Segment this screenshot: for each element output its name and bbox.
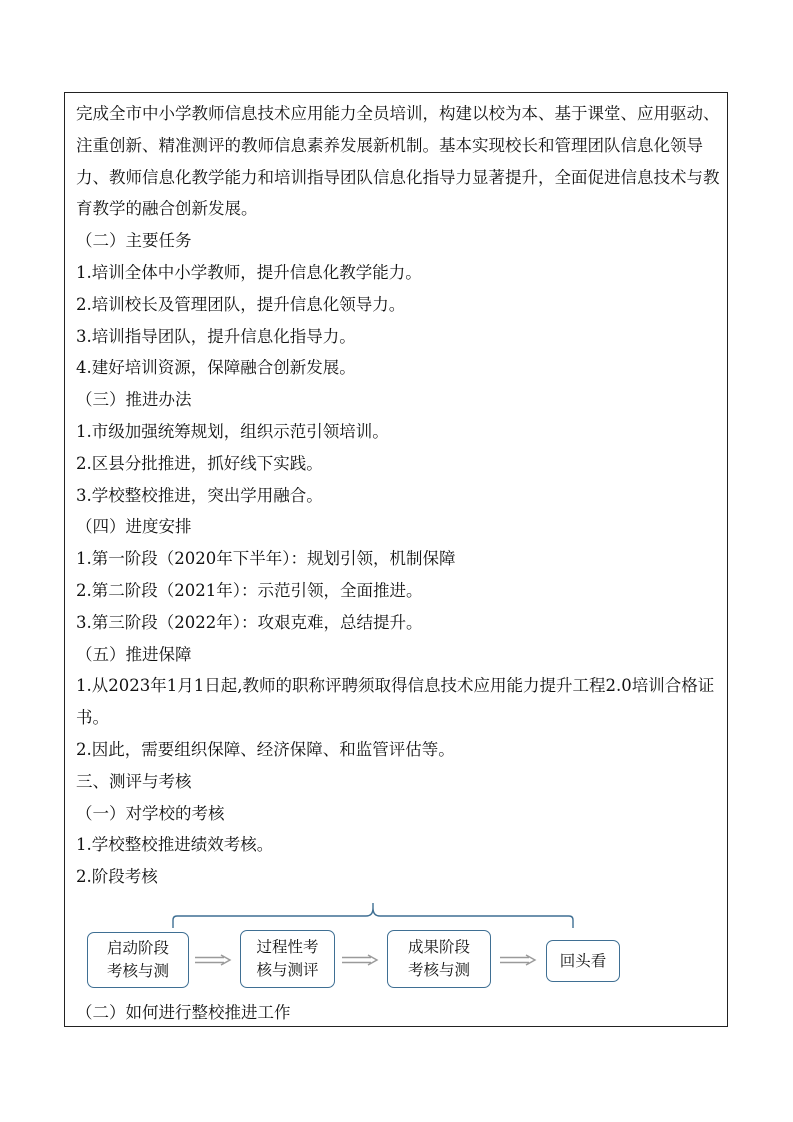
heading-school-assessment: （一）对学校的考核	[76, 803, 225, 823]
list-item: 2.区县分批推进，抓好线下实践。	[76, 453, 323, 473]
flow-step-label: 启动阶段	[106, 939, 169, 957]
double-arrow-icon	[341, 954, 379, 966]
list-item: 1.学校整校推进绩效考核。	[76, 835, 274, 855]
heading-methods: （三）推进办法	[76, 390, 192, 410]
double-arrow-icon	[499, 954, 537, 966]
flow-step-review	[546, 940, 620, 982]
list-item: 2.第二阶段（2021年）：示范引领，全面推进。	[76, 580, 423, 600]
flow-step-label: 成果阶段	[407, 938, 470, 956]
flow-step-process	[240, 930, 335, 988]
flow-step-label: 考核与测	[106, 962, 169, 980]
heading-guarantee: （五）推进保障	[76, 644, 192, 664]
flow-step-label: 回头看	[559, 951, 607, 970]
list-item: 1.从2023年1月1日起,教师的职称评聘须取得信息技术应用能力提升工程2.0培训合格证书。	[76, 676, 715, 728]
list-item: 1.第一阶段（2020年下半年）：规划引领，机制保障	[76, 549, 456, 569]
heading-schedule: （四）进度安排	[76, 517, 192, 537]
list-item: 4.建好培训资源，保障融合创新发展。	[76, 358, 356, 378]
list-item: 2.因此，需要组织保障、经济保障、和监管评估等。	[76, 739, 455, 759]
flow-step-start	[87, 932, 189, 988]
list-item: 3.学校整校推进，突出学用融合。	[76, 485, 323, 505]
heading-whole-school: （二）如何进行整校推进工作	[76, 1003, 291, 1022]
list-item: 3.培训指导团队，提升信息化指导力。	[76, 326, 356, 346]
flow-step-result	[387, 930, 491, 988]
flow-step-label: 考核与测	[407, 961, 470, 979]
list-item: 2.培训校长及管理团队，提升信息化领导力。	[76, 294, 406, 314]
document-body	[76, 98, 721, 893]
brace-icon	[170, 900, 580, 940]
heading-evaluation: 三、测评与考核	[76, 771, 192, 791]
flow-step-label: 核与测评	[256, 961, 319, 979]
flow-step-label: 过程性考	[256, 938, 319, 956]
list-item: 2.阶段考核	[76, 867, 158, 887]
list-item: 1.培训全体中小学教师，提升信息化教学能力。	[76, 262, 422, 282]
heading-main-tasks: （二）主要任务	[76, 231, 192, 251]
list-item: 3.第三阶段（2022年）：攻艰克难，总结提升。	[76, 612, 423, 632]
double-arrow-icon	[194, 954, 232, 966]
paragraph-intro: 完成全市中小学教师信息技术应用能力全员培训，构建以校为本、基于课堂、应用驱动、注重创新、精准测评的教师信息素养发展新机制。基本实现校长和管理团队信息化领导力、教师信息化教学能力和培训指导团队信息化指导力显著提升，全面促进信息技术与教育教学的融合创新发展。	[76, 104, 720, 219]
list-item: 1.市级加强统筹规划，组织示范引领培训。	[76, 421, 389, 441]
